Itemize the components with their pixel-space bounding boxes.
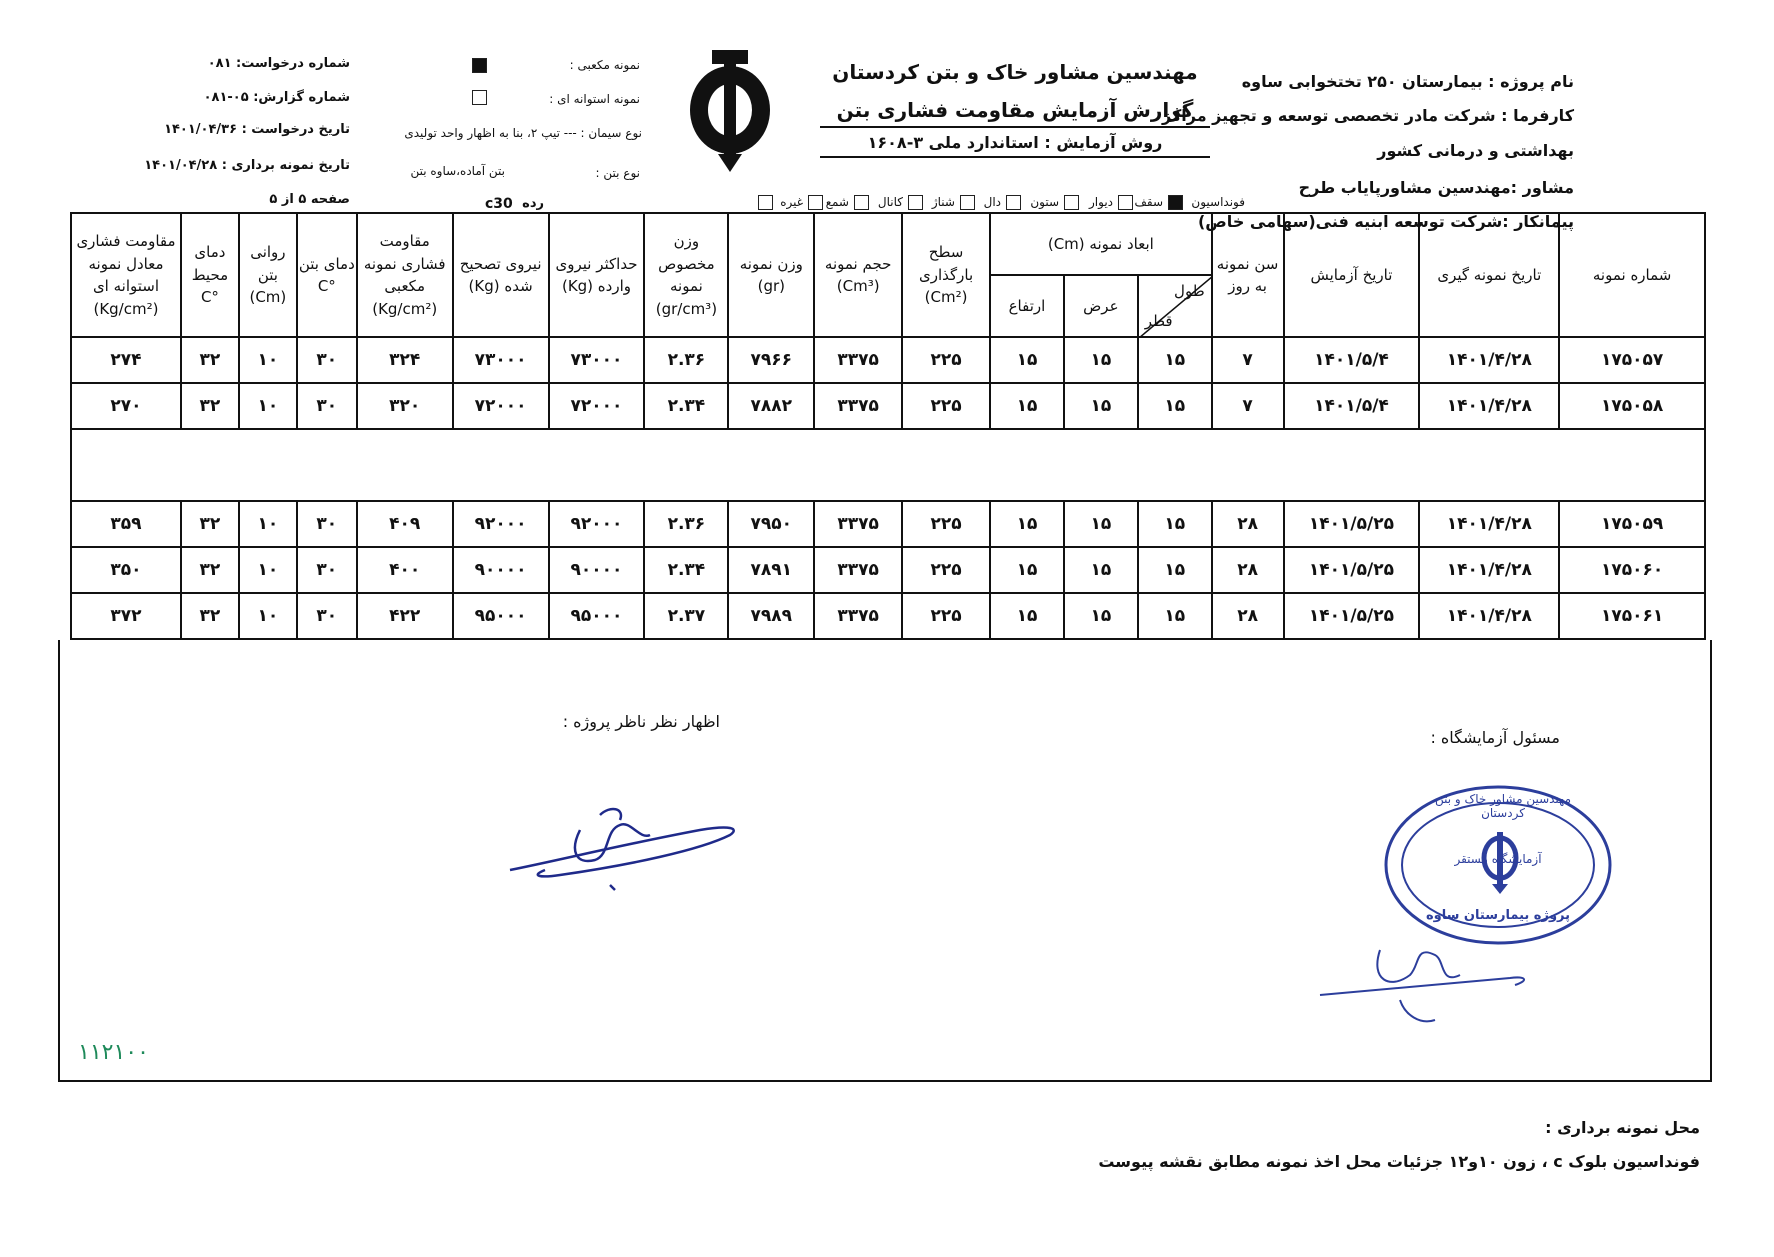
cube-label: نمونه مکعبی : (569, 58, 640, 72)
table-cell: ۱۴۰۱/۴/۲۸ (1419, 337, 1559, 383)
table-cell: ۱۵ (990, 593, 1064, 639)
option-pile: شمع (825, 195, 849, 209)
sampling-location-label: محل نمونه برداری : (1545, 1118, 1700, 1137)
table-cell: ۷ (1212, 383, 1284, 429)
table-cell: ۹۲۰۰۰ (453, 501, 549, 547)
stamp-text-top: مهندسین مشاور خاک و بتن کردستان (1434, 792, 1572, 820)
option-column: ستون (1030, 195, 1059, 209)
page-number: صفحه ۵ از ۵ (269, 192, 350, 207)
col-slump: روانی بتن (Cm) (239, 213, 297, 337)
table-cell: ۳۵۹ (71, 501, 181, 547)
table-cell: ۷۹۵۰ (728, 501, 814, 547)
table-cell: ۹۰۰۰۰ (549, 547, 645, 593)
col-age: سن نمونه به روز (1212, 213, 1284, 337)
table-cell: ۲.۳۶ (644, 337, 728, 383)
length-label: طول (1174, 282, 1205, 300)
table-cell: ۴۰۹ (357, 501, 453, 547)
table-cell: ۳۰ (297, 547, 357, 593)
concrete-type-label: نوع بتن : (595, 166, 640, 180)
request-date: تاریخ درخواست : ۱۴۰۱/۰۴/۳۶ (164, 122, 350, 137)
tie-beam-checkbox[interactable] (908, 195, 923, 210)
option-other: غیره (780, 195, 803, 209)
table-cell: ۹۲۰۰۰ (549, 501, 645, 547)
table-cell: ۲۲۵ (902, 547, 990, 593)
table-cell: ۲۸ (1212, 547, 1284, 593)
col-density: وزن مخصوص نمونه (gr/cm³) (644, 213, 728, 337)
table-cell: ۲۲۵ (902, 501, 990, 547)
col-length-diameter (1138, 275, 1212, 337)
col-ambient-temp: دمای محیط °C (181, 213, 239, 337)
col-max-force: حداکثر نیروی وارده (Kg) (549, 213, 645, 337)
table-cell: ۱۴۰۱/۵/۴ (1284, 337, 1420, 383)
cylinder-label: نمونه استوانه ای : (549, 92, 640, 106)
other-checkbox[interactable] (758, 195, 773, 210)
col-corrected-force: نیروی تصحیح شده (Kg) (453, 213, 549, 337)
table-cell: ۱۵ (1138, 383, 1212, 429)
supervisor-signature (500, 790, 750, 900)
cement-type: نوع سیمان : --- تیپ ۲، بنا به اظهار واحد تولیدی (404, 126, 642, 140)
table-cell: ۴۰۰ (357, 547, 453, 593)
table-cell: ۳۳۷۵ (814, 337, 902, 383)
table-cell: ۷۸۸۲ (728, 383, 814, 429)
table-cell: ۱۴۰۱/۴/۲۸ (1419, 501, 1559, 547)
employer-line2: بهداشتی و درمانی کشور (1377, 141, 1574, 160)
col-sampling-date: تاریخ نمونه گیری (1419, 213, 1559, 337)
table-cell: ۲.۳۴ (644, 383, 728, 429)
table-cell: ۲۸ (1212, 501, 1284, 547)
table-cell: ۱۰ (239, 337, 297, 383)
table-cell: ۲۷۴ (71, 337, 181, 383)
table-cell: ۱۵ (1064, 593, 1138, 639)
table-cell: ۳۲ (181, 337, 239, 383)
table-cell: ۱۰ (239, 501, 297, 547)
table-cell: ۳۲ (181, 593, 239, 639)
table-cell: ۷۲۰۰۰ (453, 383, 549, 429)
table-cell: ۲۸ (1212, 593, 1284, 639)
table-cell: ۱۵ (1064, 383, 1138, 429)
consultant: مشاور :مهندسین مشاورپایاب طرح (1298, 178, 1574, 197)
grade-label: رده (522, 196, 544, 211)
table-spacer-row (71, 429, 1705, 501)
request-number: شماره درخواست: ۰۸۱ (207, 56, 350, 71)
grade-value: c30 (485, 196, 513, 212)
table-cell: ۷۳۰۰۰ (453, 337, 549, 383)
table-cell: ۳۰ (297, 383, 357, 429)
table-cell: ۱۰ (239, 383, 297, 429)
table-cell: ۷۲۰۰۰ (549, 383, 645, 429)
table-cell: ۲۲۵ (902, 593, 990, 639)
report-number: شماره گزارش: ۰۵-۰۸۱ (203, 90, 350, 105)
table-cell: ۱۵ (1064, 337, 1138, 383)
table-cell: ۱۴۰۱/۵/۴ (1284, 383, 1420, 429)
table-cell: ۱۵ (1138, 593, 1212, 639)
table-cell: ۱۰ (239, 547, 297, 593)
table-cell: ۳۷۲ (71, 593, 181, 639)
table-cell: ۲.۳۶ (644, 501, 728, 547)
table-cell: ۹۰۰۰۰ (453, 547, 549, 593)
table-cell: ۳۳۷۵ (814, 501, 902, 547)
table-cell: ۷۹۸۹ (728, 593, 814, 639)
table-cell: ۱۵ (1138, 501, 1212, 547)
company-logo (680, 50, 780, 175)
table-cell: ۱۴۰۱/۴/۲۸ (1419, 547, 1559, 593)
cube-checkbox[interactable] (472, 58, 487, 73)
table-cell: ۳۰ (297, 593, 357, 639)
table-cell: ۲۷۰ (71, 383, 181, 429)
table-row (71, 547, 1705, 593)
table-cell: ۱۵ (1138, 547, 1212, 593)
col-cylinder-strength: مقاومت فشاری معادل نمونه استوانه ای (Kg/cm²) (71, 213, 181, 337)
col-test-date: تاریخ آزمایش (1284, 213, 1420, 337)
option-deck: دال (983, 195, 1001, 209)
slab-checkbox[interactable] (1118, 195, 1133, 210)
pile-checkbox[interactable] (808, 195, 823, 210)
table-cell: ۱۴۰۱/۴/۲۸ (1419, 383, 1559, 429)
col-width: عرض (1064, 275, 1138, 337)
table-cell: ۹۵۰۰۰ (549, 593, 645, 639)
table-cell: ۳۵۰ (71, 547, 181, 593)
table-cell: ۷ (1212, 337, 1284, 383)
col-weight: وزن نمونه (gr) (728, 213, 814, 337)
table-cell: ۱۴۰۱/۵/۲۵ (1284, 593, 1420, 639)
table-row (71, 337, 1705, 383)
sampling-location-value: فونداسیون بلوک c ، زون ۱۰و۱۲ جزئیات محل اخذ نمونه مطابق نقشه پیوست (1098, 1152, 1700, 1171)
table-cell: ۳۳۷۵ (814, 593, 902, 639)
table-cell: ۱۵ (990, 383, 1064, 429)
table-cell: ۲۲۵ (902, 383, 990, 429)
foundation-checkbox[interactable] (1168, 195, 1183, 210)
test-results-table (70, 212, 1706, 640)
option-slab: سقف (1134, 195, 1163, 209)
option-foundation: فونداسیون (1191, 195, 1245, 209)
table-cell: ۱۵ (1064, 547, 1138, 593)
handwritten-number: ۱۱۲۱۰۰ (78, 1040, 149, 1065)
table-cell: ۱۵ (990, 547, 1064, 593)
test-method: روش آزمایش : استاندارد ملی ۳-۱۶۰۸ (820, 133, 1210, 158)
lab-manager-label: مسئول آزمایشگاه : (1430, 728, 1560, 747)
project-name: نام پروژه : بیمارستان ۲۵۰ تختخوابی ساوه (1241, 72, 1574, 91)
table-cell: ۳۳۷۵ (814, 383, 902, 429)
table-cell: ۱۷۵۰۵۹ (1559, 501, 1705, 547)
sampling-date: تاریخ نمونه برداری : ۱۴۰۱/۰۴/۲۸ (144, 158, 350, 173)
table-cell: ۱۴۰۱/۴/۲۸ (1419, 593, 1559, 639)
table-cell: ۴۲۲ (357, 593, 453, 639)
table-cell: ۷۳۰۰۰ (549, 337, 645, 383)
table-cell: ۱۵ (990, 501, 1064, 547)
wall-checkbox[interactable] (1064, 195, 1079, 210)
stamp-text-bottom: پروژه بیمارستان ساوه (1425, 908, 1570, 923)
table-cell: ۱۵ (1064, 501, 1138, 547)
channel-checkbox[interactable] (854, 195, 869, 210)
table-cell: ۳۲۴ (357, 337, 453, 383)
col-height: ارتفاع (990, 275, 1064, 337)
diameter-label: قطر (1144, 311, 1173, 330)
table-cell: ۳۲ (181, 501, 239, 547)
table-cell: ۱۷۵۰۶۱ (1559, 593, 1705, 639)
table-cell: ۳۲۰ (357, 383, 453, 429)
table-cell: ۳۲ (181, 383, 239, 429)
table-cell: ۱۴۰۱/۵/۲۵ (1284, 547, 1420, 593)
stamp-text-mid: آزمایشگاه مستقر (1454, 852, 1542, 866)
col-volume: حجم نمونه (Cm³) (814, 213, 902, 337)
table-cell: ۷۹۶۶ (728, 337, 814, 383)
table-cell: ۲۲۵ (902, 337, 990, 383)
table-cell: ۹۵۰۰۰ (453, 593, 549, 639)
option-channel: کانال (877, 195, 903, 209)
table-cell: ۱۵ (990, 337, 1064, 383)
col-sample-no: شماره نمونه (1559, 213, 1705, 337)
table-cell: ۳۳۷۵ (814, 547, 902, 593)
company-name: مهندسین مشاور خاک و بتن کردستان (832, 60, 1198, 84)
option-tie-beam: شناژ (931, 195, 955, 209)
table-cell: ۱۵ (1138, 337, 1212, 383)
table-row (71, 593, 1705, 639)
lab-manager-signature (1310, 930, 1540, 1030)
deck-checkbox[interactable] (960, 195, 975, 210)
table-cell: ۳۰ (297, 337, 357, 383)
col-cube-strength: مقاومت فشاری نمونه مکعبی (Kg/cm²) (357, 213, 453, 337)
table-cell: ۱۷۵۰۵۸ (1559, 383, 1705, 429)
table-cell: ۳۲ (181, 547, 239, 593)
col-dimensions: ابعاد نمونه (Cm) (990, 213, 1212, 275)
contractor: پیمانکار :شرکت توسعه ابنیه فنی(سهامی خاص) (1197, 212, 1574, 231)
lab-stamp (1378, 780, 1618, 950)
option-wall: دیوار (1088, 195, 1113, 209)
table-cell: ۱۷۵۰۵۷ (1559, 337, 1705, 383)
cylinder-checkbox[interactable] (472, 90, 487, 105)
supervisor-label: اظهار نظر ناظر پروژه : (562, 712, 720, 731)
column-checkbox[interactable] (1006, 195, 1021, 210)
col-area: سطح بارگذاری (Cm²) (902, 213, 990, 337)
table-cell: ۲.۳۷ (644, 593, 728, 639)
concrete-type-value: بتن آماده،ساوه بتن (410, 164, 505, 178)
table-cell: ۱۰ (239, 593, 297, 639)
col-concrete-temp: دمای بتن °C (297, 213, 357, 337)
table-cell: ۱۴۰۱/۵/۲۵ (1284, 501, 1420, 547)
table-cell: ۷۸۹۱ (728, 547, 814, 593)
table-cell: ۳۰ (297, 501, 357, 547)
element-type-options (715, 193, 1245, 213)
table-row (71, 501, 1705, 547)
report-title: گزارش آزمایش مقاومت فشاری بتن (820, 98, 1210, 128)
table-row (71, 383, 1705, 429)
employer-line1: کارفرما : شرکت مادر تخصصی توسعه و تجهیز مراکز (1162, 106, 1574, 125)
table-cell: ۲.۳۴ (644, 547, 728, 593)
table-cell: ۱۷۵۰۶۰ (1559, 547, 1705, 593)
